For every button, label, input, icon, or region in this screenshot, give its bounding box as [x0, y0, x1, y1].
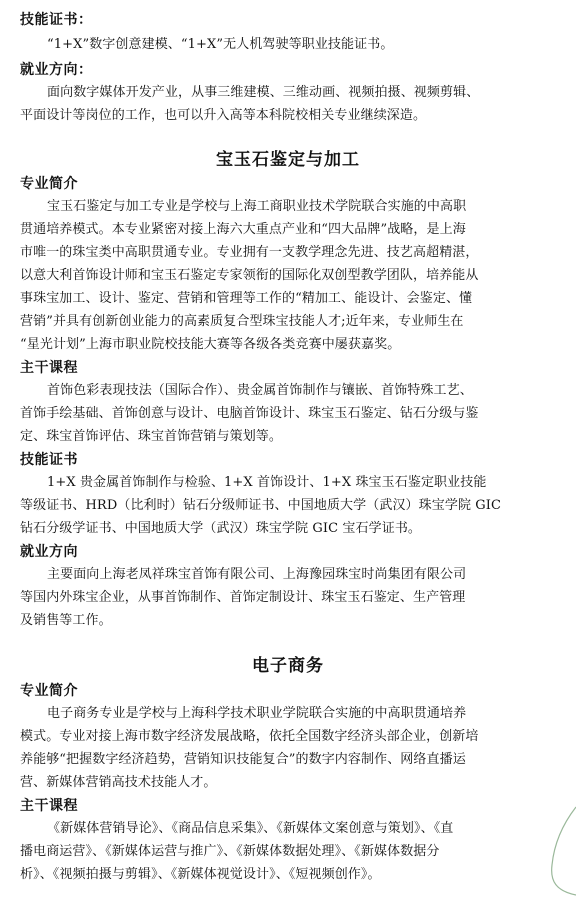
courses-line: 首饰手绘基础、首饰创意与设计、电脑首饰设计、珠宝玉石鉴定、钻石分级与鉴 — [20, 406, 479, 421]
intro-label: 专业简介 — [20, 176, 78, 192]
intro-line: 营、新媒体营销高技术技能人才。 — [20, 775, 217, 790]
skills-cert-line: “1+X”数字创意建模、“1+X”无人机驾驶等职业技能证书。 — [47, 37, 394, 52]
intro-line: 市唯一的珠宝类中高职贯通专业。专业拥有一支教学理念先进、技艺高超精湛， — [20, 245, 479, 260]
courses-line: 《新媒体营销导论》、《商品信息采集》、《新媒体文案创意与策划》、《直 — [47, 821, 454, 836]
intro-line: “星光计划”上海市职业院校技能大赛等各级各类竞赛中屡获嘉奖。 — [20, 337, 401, 352]
intro-line: 贯通培养模式。本专业紧密对接上海六大重点产业和“四大品牌”战略，是上海 — [20, 222, 466, 237]
courses-line: 播电商运营》、《新媒体运营与推广》、《新媒体数据处理》、《新媒体数据分 — [20, 844, 440, 859]
intro-line: 营销”并具有创新创业能力的高素质复合型珠宝技能人才;近年来，专业师生在 — [20, 314, 464, 329]
intro-label: 专业简介 — [20, 683, 78, 699]
courses-label: 主干课程 — [20, 798, 78, 814]
skills-cert-label: 技能证书 — [20, 452, 78, 468]
intro-line: 模式。专业对接上海市数字经济发展战略，依托全国数字经济头部企业，创新培 — [20, 729, 479, 744]
intro-line: 电子商务专业是学校与上海科学技术职业学院联合实施的中高职贯通培养 — [47, 706, 467, 721]
courses-line: 定、珠宝首饰评估、珠宝首饰营销与策划等。 — [20, 429, 283, 444]
employment-line: 主要面向上海老凤祥珠宝首饰有限公司、上海豫园珠宝时尚集团有限公司 — [47, 567, 467, 582]
employment-line: 及销售等工作。 — [20, 613, 112, 628]
intro-line: 以意大利首饰设计师和宝玉石鉴定专家领衔的国际化双创型教学团队，培养能从 — [20, 268, 479, 283]
courses-line: 析》、《视频拍摄与剪辑》、《新媒体视觉设计》、《短视频创作》。 — [20, 867, 381, 882]
section-title: 宝玉石鉴定与加工 — [216, 150, 360, 170]
intro-line: 事珠宝加工、设计、鉴定、营销和管理等工作的“精加工、能设计、会鉴定、懂 — [20, 291, 473, 306]
section-title: 电子商务 — [252, 656, 324, 676]
courses-label: 主干课程 — [20, 360, 78, 376]
employment-label: 就业方向： — [20, 62, 93, 78]
intro-line: 养能够“把握数字经济趋势，营销知识技能复合”的数字内容制作、网络直播运 — [20, 752, 466, 767]
employment-line: 平面设计等岗位的工作，也可以升入高等本科院校相关专业继续深造。 — [20, 108, 427, 123]
employment-label: 就业方向 — [20, 544, 78, 560]
skills-cert-line: 等级证书、HRD（比利时）钻石分级师证书、中国地质大学（武汉）珠宝学院 GIC — [20, 498, 502, 513]
employment-line: 等国内外珠宝企业，从事首饰制作、首饰定制设计、珠宝玉石鉴定、生产管理 — [20, 590, 466, 605]
intro-line: 宝玉石鉴定与加工专业是学校与上海工商职业技术学院联合实施的中高职 — [47, 199, 467, 214]
skills-cert-line: 钻石分级学证书、中国地质大学（武汉）珠宝学院 GIC 宝石学证书。 — [20, 521, 422, 536]
courses-line: 首饰色彩表现技法（国际合作）、贵金属首饰制作与镶嵌、首饰特殊工艺、 — [47, 383, 473, 398]
page-curl-decoration — [532, 805, 576, 897]
skills-cert-line: 1+X 贵金属首饰制作与检验、1+X 首饰设计、1+X 珠宝玉石鉴定职业技能 — [47, 475, 487, 490]
employment-line: 面向数字媒体开发产业，从事三维建模、三维动画、视频拍摄、视频剪辑、 — [47, 85, 480, 100]
skills-cert-label: 技能证书： — [20, 12, 93, 28]
